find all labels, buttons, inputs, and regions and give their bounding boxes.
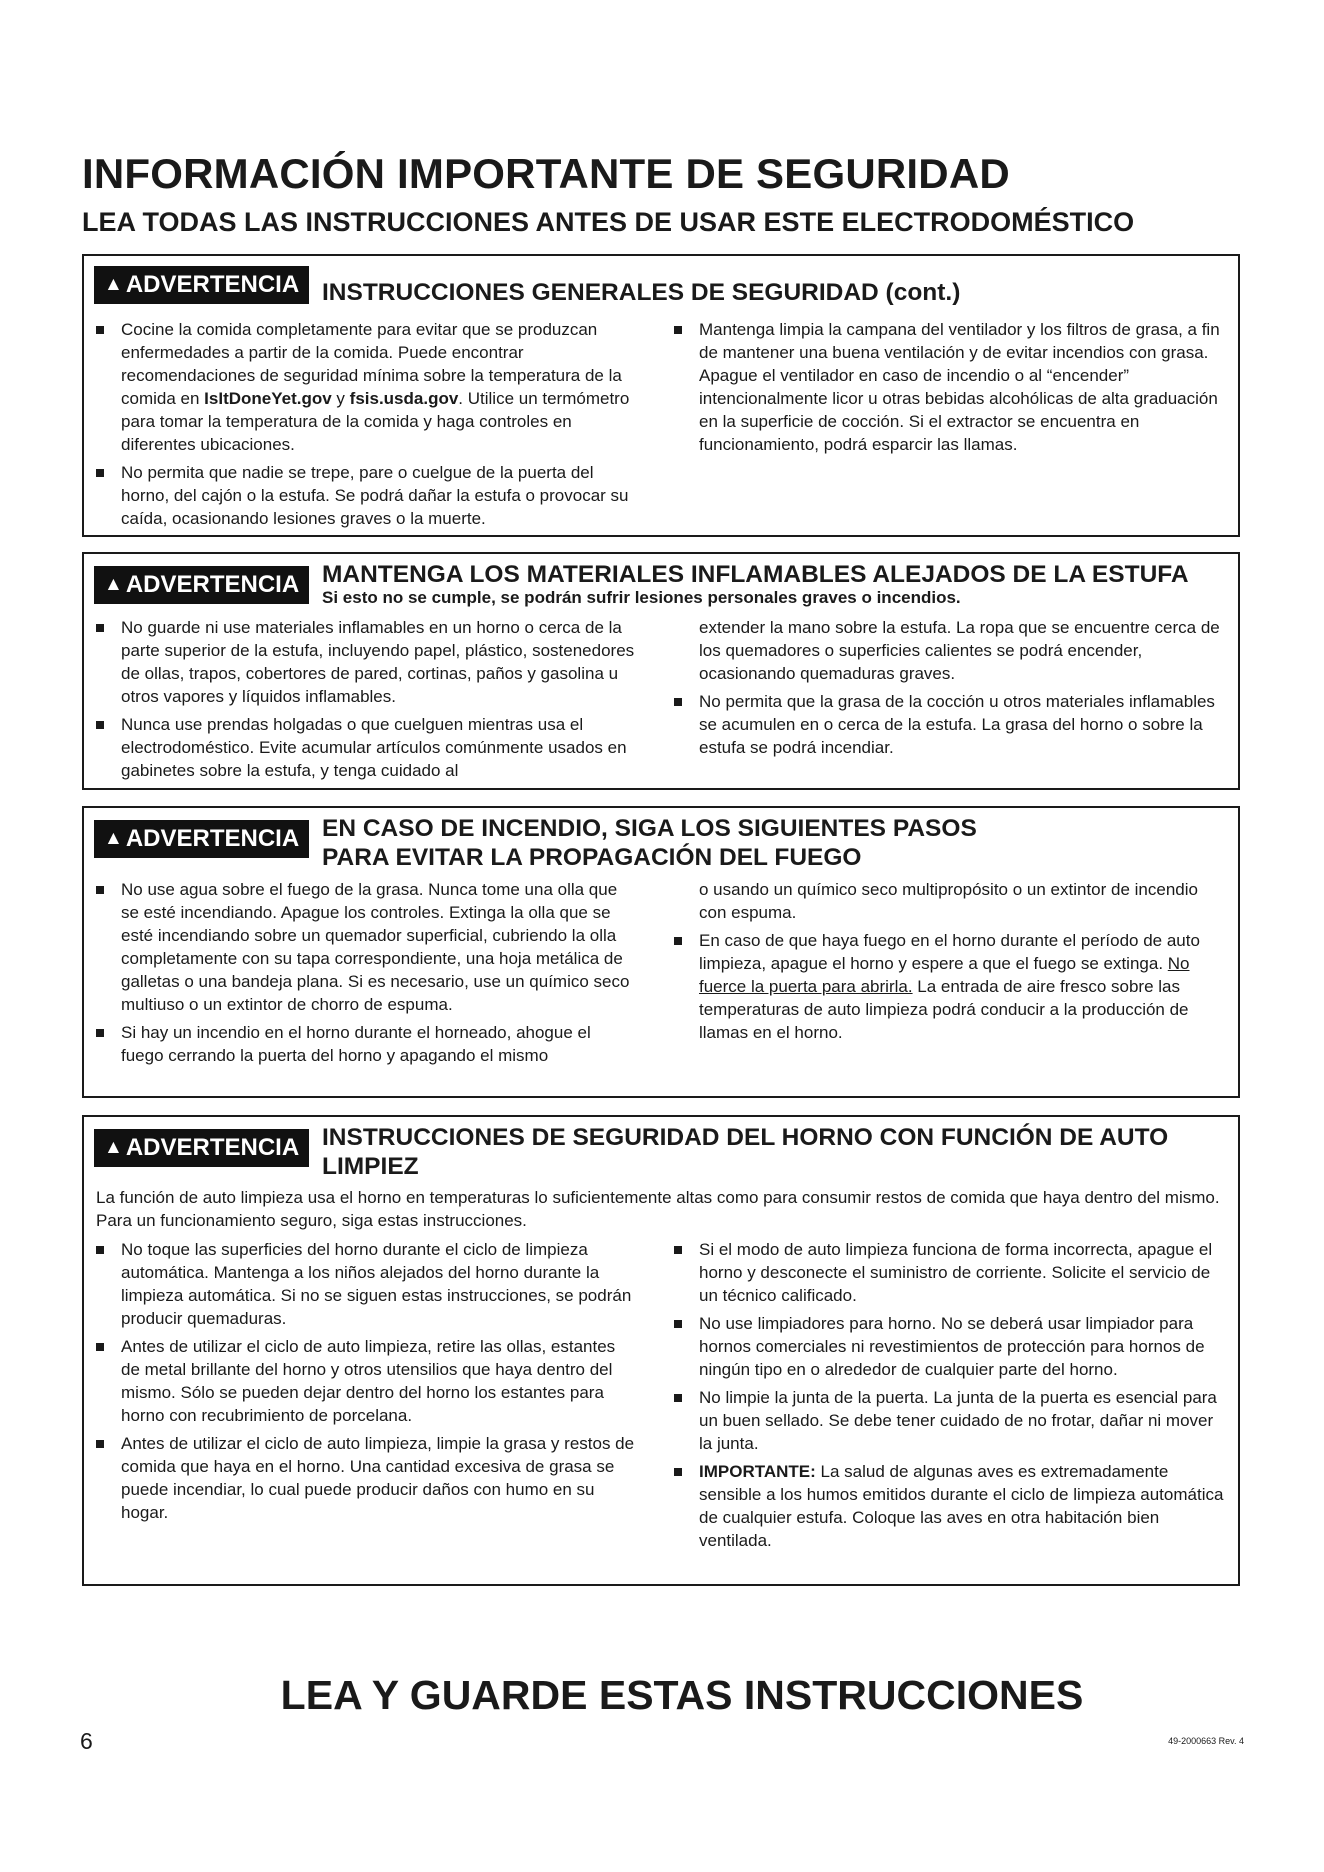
- bullet-icon: [674, 1320, 682, 1328]
- section-title: INSTRUCCIONES GENERALES DE SEGURIDAD (cont.): [322, 279, 961, 306]
- document-code: 49-2000663 Rev. 4: [1168, 1736, 1244, 1746]
- list-item: IMPORTANTE: La salud de algunas aves es extremadamente sensible a los humos emitidos durante el ciclo de limpieza automática de cualquier estufa. Coloque las aves en otra habitación bien ventilada.: [674, 1460, 1229, 1552]
- list-item: No permita que nadie se trepe, pare o cuelgue de la puerta del horno, del cajón o la estufa. Se podrá dañar la estufa o provocar su caída, ocasionando lesiones graves o la muerte.: [96, 461, 636, 530]
- list-item: No use agua sobre el fuego de la grasa. Nunca tome una olla que se esté incendiando. Apague los controles. Extinga la olla que se esté incendiando sobre un quemador superficial, cubriendo la olla completamente con su tapa correspondiente, una hoja metálica de galletas o una bandeja plana. Si es necesario, use un químico seco multiuso o un extintor de chorro de espuma.: [96, 878, 636, 1016]
- bullet-icon: [96, 1440, 104, 1448]
- warning-triangle-icon: ▲: [104, 828, 123, 849]
- bullet-icon: [674, 326, 682, 334]
- list-item: Si el modo de auto limpieza funciona de forma incorrecta, apague el horno y desconecte el suministro de corriente. Solicite el servicio de un técnico calificado.: [674, 1238, 1229, 1307]
- left-column: [96, 318, 636, 535]
- warning-badge: ▲ ADVERTENCIA: [94, 820, 309, 858]
- bullet-icon: [96, 1246, 104, 1254]
- section-title: MANTENGA LOS MATERIALES INFLAMABLES ALEJADOS DE LA ESTUFA: [322, 561, 1189, 588]
- continued-text: o usando un químico seco multipropósito o un extintor de incendio con espuma.: [699, 880, 1198, 922]
- warning-triangle-icon: ▲: [104, 274, 123, 295]
- warning-box-fire: [82, 806, 1240, 1098]
- list-item: Antes de utilizar el ciclo de auto limpieza, limpie la grasa y restos de comida que haya en el horno. Una cantidad excesiva de grasa se puede incendiar, lo cual puede producir daños con humo en su hogar.: [96, 1432, 636, 1524]
- right-column: [674, 616, 1229, 764]
- list-item: No toque las superficies del horno durante el ciclo de limpieza automática. Mantenga a los niños alejados del horno durante la limpieza automática. Si no se siguen estas instrucciones, se podrán producir quemaduras.: [96, 1238, 636, 1330]
- section-title: INSTRUCCIONES DE SEGURIDAD DEL HORNO CON FUNCIÓN DE AUTO LIMPIEZ: [322, 1124, 1169, 1180]
- page-title: INFORMACIÓN IMPORTANTE DE SEGURIDAD: [82, 150, 1010, 197]
- warning-box-self-clean: [82, 1115, 1240, 1586]
- warning-badge: ▲ ADVERTENCIA: [94, 566, 309, 604]
- bullet-icon: [674, 1468, 682, 1476]
- list-item: En caso de que haya fuego en el horno durante el período de auto limpieza, apague el horno y espere a que el fuego se extinga. No fuerce la puerta para abrirla. La entrada de aire fresco sobre las temperaturas de auto limpieza podrá conducir a la producción de llamas en el horno.: [674, 929, 1229, 1044]
- list-item: No permita que la grasa de la cocción u otros materiales inflamables se acumulen en o cerca de la estufa. La grasa del horno o sobre la estufa se podrá incendiar.: [674, 690, 1229, 759]
- bullet-icon: [96, 886, 104, 894]
- list-item: No limpie la junta de la puerta. La junta de la puerta es esencial para un buen sellado. Se debe tener cuidado de no frotar, dañar ni mover la junta.: [674, 1386, 1229, 1455]
- right-column: [674, 878, 1229, 1049]
- bullet-icon: [674, 698, 682, 706]
- bullet-icon: [674, 1246, 682, 1254]
- bullet-icon: [96, 721, 104, 729]
- list-item: Nunca use prendas holgadas o que cuelguen mientras usa el electrodoméstico. Evite acumular artículos comúnmente usados en gabinetes sobre la estufa, y tenga cuidado al: [96, 713, 636, 782]
- warning-triangle-icon: ▲: [104, 574, 123, 595]
- bullet-icon: [96, 624, 104, 632]
- footer-title: LEA Y GUARDE ESTAS INSTRUCCIONES: [280, 1672, 1084, 1718]
- underlined-warning: No fuerce la puerta para abrirla.: [699, 954, 1190, 996]
- bullet-icon: [674, 937, 682, 945]
- list-item: No guarde ni use materiales inflamables en un horno o cerca de la parte superior de la estufa, incluyendo papel, plástico, sostenedores de ollas, trapos, cobertores de pared, cortinas, paños y gasolina u otros vapores y líquidos inflamables.: [96, 616, 636, 708]
- list-item: Antes de utilizar el ciclo de auto limpieza, retire las ollas, estantes de metal brillante del horno y otros utensilios que haya dentro del mismo. Sólo se pueden dejar dentro del horno los estantes para horno con recubrimiento de porcelana.: [96, 1335, 636, 1427]
- left-column: [96, 1238, 636, 1529]
- list-item: No use limpiadores para horno. No se deberá usar limpiador para hornos comerciales ni revestimientos de protección para hornos de ningún tipo en o alrededor de cualquier parte del horno.: [674, 1312, 1229, 1381]
- section-title: EN CASO DE INCENDIO, SIGA LOS SIGUIENTES PASOS PARA EVITAR LA PROPAGACIÓN DEL FUEGO: [322, 815, 977, 871]
- bullet-icon: [96, 1029, 104, 1037]
- list-item: Mantenga limpia la campana del ventilador y los filtros de grasa, a fin de mantener una buena ventilación y de evitar incendios con grasa. Apague el ventilador en caso de incendio o al “encender” intencionalmente licor u otras bebidas alcohólicas de alta graduación en la superficie de cocción. Si el extractor se encuentra en funcionamiento, podrá esparcir las llamas.: [674, 318, 1229, 456]
- page-subtitle: LEA TODAS LAS INSTRUCCIONES ANTES DE USAR ESTE ELECTRODOMÉSTICO: [82, 207, 1135, 237]
- right-column: [674, 318, 1229, 461]
- warning-badge: ▲ ADVERTENCIA: [94, 1129, 309, 1167]
- page-number: 6: [80, 1728, 93, 1754]
- section-subtitle: Si esto no se cumple, se podrán sufrir lesiones personales graves o incendios.: [322, 588, 961, 607]
- continued-text: extender la mano sobre la estufa. La ropa que se encuentre cerca de los quemadores o superficies calientes se podrá encender, ocasionando quemaduras graves.: [699, 618, 1220, 683]
- left-column: [96, 616, 636, 787]
- list-item: Cocine la comida completamente para evitar que se produzcan enfermedades a partir de la comida. Puede encontrar recomendaciones de seguridad mínima sobre la temperatura de la comida en IsItDoneYet.gov y fsis.usda.gov. Utilice un termómetro para tomar la temperatura de la comida y haga controles en diferentes ubicaciones.: [96, 318, 636, 456]
- warning-box-general-safety: [82, 254, 1240, 537]
- section-intro: La función de auto limpieza usa el horno en temperaturas lo suficientemente altas como para consumir restos de comida que haya dentro del mismo. Para un funcionamiento seguro, siga estas instrucciones.: [96, 1188, 1220, 1230]
- bullet-icon: [96, 1343, 104, 1351]
- bullet-icon: [96, 469, 104, 477]
- warning-triangle-icon: ▲: [104, 1137, 123, 1158]
- bullet-icon: [674, 1394, 682, 1402]
- left-column: [96, 878, 636, 1072]
- warning-badge: ▲ ADVERTENCIA: [94, 266, 309, 304]
- bullet-icon: [96, 326, 104, 334]
- list-item: Si hay un incendio en el horno durante el horneado, ahogue el fuego cerrando la puerta del horno y apagando el mismo: [96, 1021, 636, 1067]
- right-column: [674, 1238, 1229, 1557]
- warning-box-flammable-materials: [82, 552, 1240, 790]
